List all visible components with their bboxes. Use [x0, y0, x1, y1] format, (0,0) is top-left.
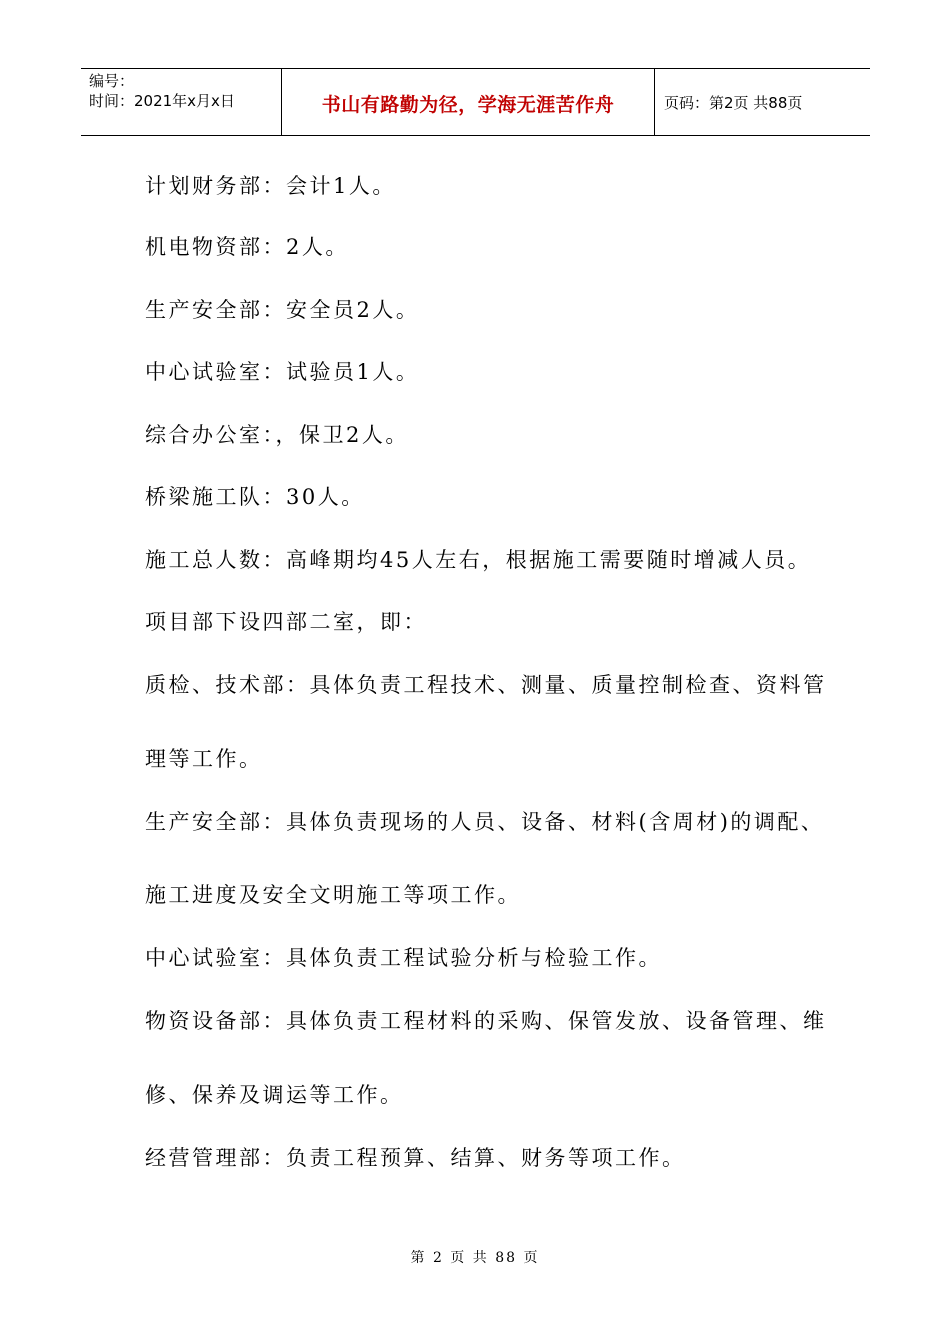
body-line: 质检、技术部：具体负责工程技术、测量、质量控制检查、资料管: [145, 673, 827, 697]
body-line: 物资设备部：具体负责工程材料的采购、保管发放、设备管理、维: [145, 1009, 827, 1033]
body-line: 经营管理部：负责工程预算、结算、财务等项工作。: [145, 1146, 686, 1170]
header-motto-cell: [282, 69, 655, 135]
body-line: 修、保养及调运等工作。: [145, 1083, 404, 1107]
body-line: 生产安全部：具体负责现场的人员、设备、材料(含周材)的调配、: [145, 810, 825, 834]
body-line: 项目部下设四部二室，即：: [145, 610, 427, 634]
body-line: 生产安全部：安全员2人。: [145, 298, 420, 322]
header-motto: 书山有路勤为径，学海无涯苦作舟: [321, 94, 615, 116]
body-line: 施工进度及安全文明施工等项工作。: [145, 883, 521, 907]
body-line: 综合办公室：，保卫2人。: [145, 423, 409, 447]
document-time-label: 时间：2021年x月x日: [89, 92, 235, 110]
header-page-info: 页码：第2页 共88页: [664, 94, 803, 112]
body-line: 理等工作。: [145, 747, 263, 771]
body-line: 桥梁施工队：30人。: [145, 485, 365, 509]
page-header: [81, 68, 870, 136]
body-line: 中心试验室：具体负责工程试验分析与检验工作。: [145, 946, 662, 970]
body-line: 计划财务部：会计1人。: [145, 174, 396, 198]
body-line: 施工总人数：高峰期均45人左右，根据施工需要随时增减人员。: [145, 548, 812, 572]
header-page-cell: [655, 69, 870, 135]
page-footer: 第 2 页 共 88 页: [410, 1250, 540, 1266]
document-number-label: 编号：: [89, 72, 135, 90]
body-line: 机电物资部：2人。: [145, 235, 349, 259]
header-meta-cell: [81, 69, 282, 135]
body-line: 中心试验室：试验员1人。: [145, 360, 420, 384]
